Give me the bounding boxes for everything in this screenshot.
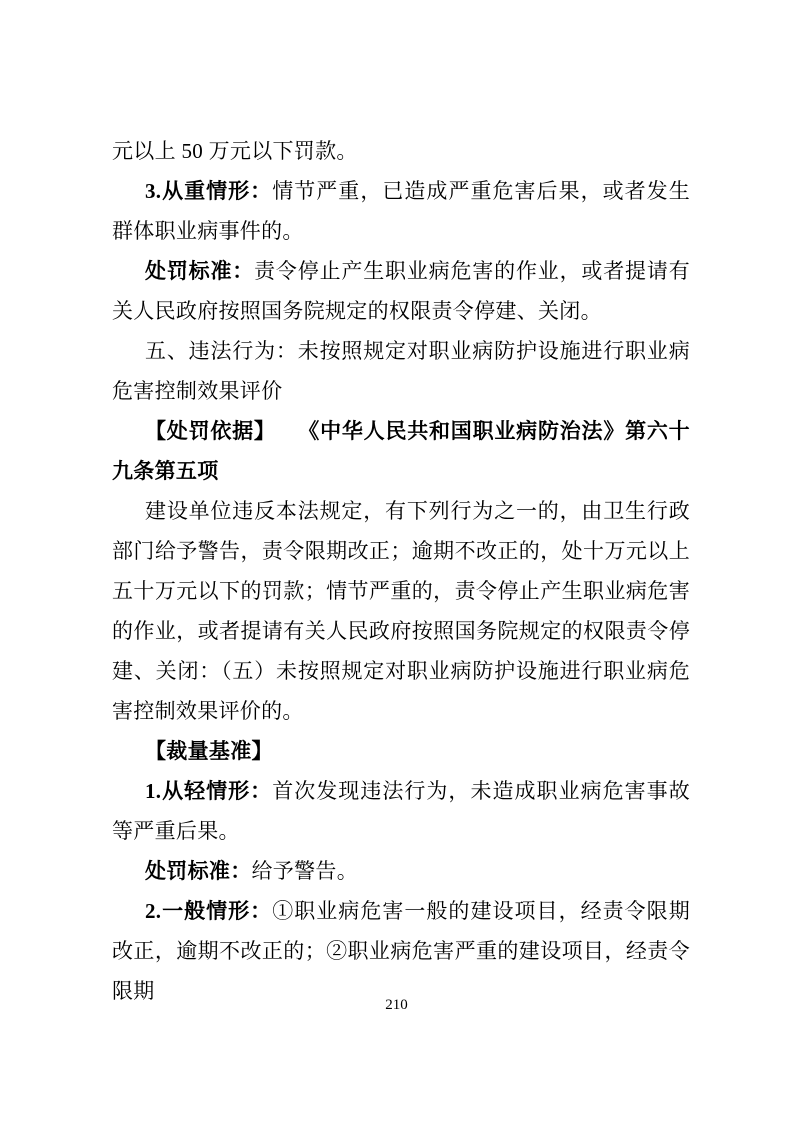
paragraph-text: 元以上 50 万元以下罚款。: [112, 139, 358, 163]
paragraph-heading: [112, 731, 690, 771]
paragraph: [112, 891, 690, 1011]
paragraph: [112, 851, 690, 891]
paragraph: [112, 251, 690, 331]
page-footer: [0, 995, 793, 1015]
paragraph-label-bold: 2.一般情形：: [145, 899, 273, 923]
paragraph-text: 给予警告。: [251, 859, 358, 883]
paragraph-text-bold: 【处罚依据】 《中华人民共和国职业病防治法》第六十九条第五项: [112, 419, 690, 483]
paragraph-text: 情节严重，已造成严重危害后果，或者发生群体职业病事件的。: [112, 179, 690, 243]
paragraph: [112, 771, 690, 851]
paragraph: [112, 491, 690, 731]
paragraph-label-bold: 1.从轻情形：: [145, 779, 273, 803]
paragraph-label-bold: 处罚标准：: [145, 259, 255, 283]
paragraph: [112, 331, 690, 411]
page-number: 210: [385, 997, 408, 1013]
paragraph-text: ①职业病危害一般的建设项目，经责令限期改正，逾期不改正的；②职业病危害严重的建设项目，经责令限期: [112, 899, 690, 1003]
paragraph-text: 首次发现违法行为，未造成职业病危害事故等严重后果。: [112, 779, 690, 843]
paragraph-text-bold: 【裁量基准】: [145, 739, 273, 763]
paragraph: [112, 171, 690, 251]
paragraph-label-bold: 3.从重情形：: [145, 179, 273, 203]
paragraph-text: 责令停止产生职业病危害的作业，或者提请有关人民政府按照国务院规定的权限责令停建、关闭。: [112, 259, 691, 323]
paragraph: [112, 131, 690, 171]
paragraph-text: 建设单位违反本法规定，有下列行为之一的，由卫生行政部门给予警告，责令限期改正；逾期不改正的，处十万元以上五十万元以下的罚款；情节严重的，责令停止产生职业病危害的作业，或者提请有关人民政府按照国务院规定的权限责令停建、关闭：（五）未按照规定对职业病防护设施进行职业病危害控制效果评价的。: [112, 499, 690, 723]
document-body: [112, 131, 690, 1011]
paragraph-heading: [112, 411, 690, 491]
paragraph-label-bold: 处罚标准：: [145, 859, 252, 883]
paragraph-text: 五、违法行为：未按照规定对职业病防护设施进行职业病危害控制效果评价: [112, 339, 690, 403]
